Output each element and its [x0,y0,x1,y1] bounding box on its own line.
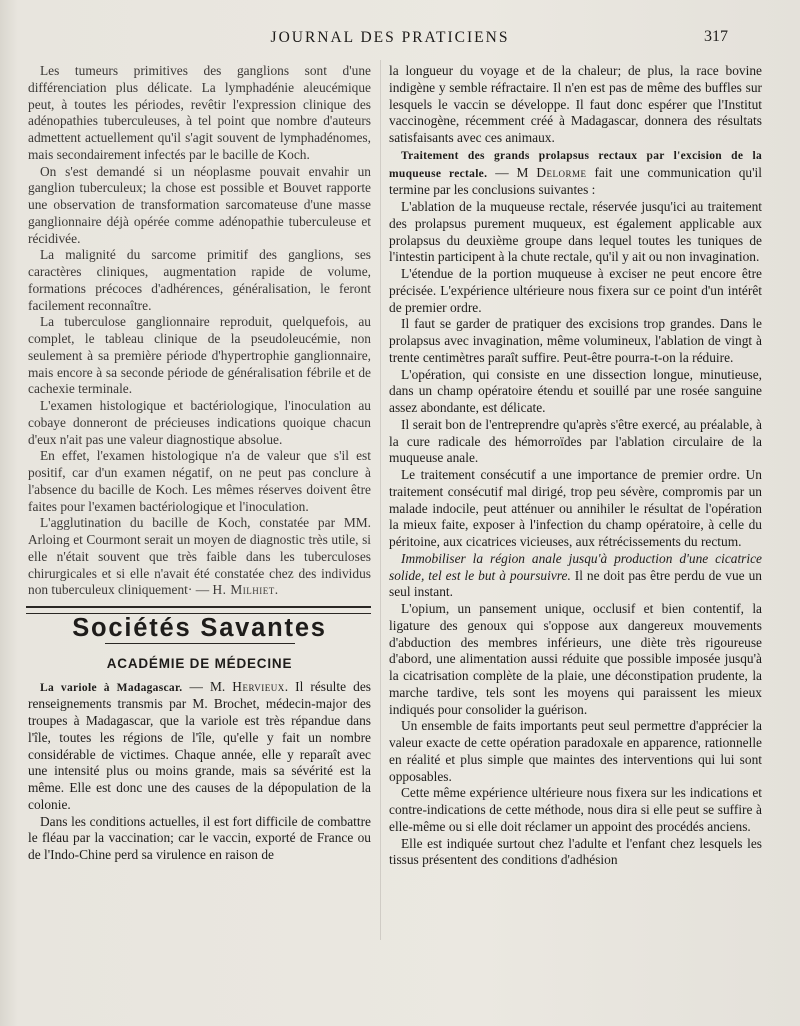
dash: — M [487,164,537,180]
speaker-name: Delorme [536,164,587,180]
paragraph: L'opium, un pansement unique, occlusif et bien contentif, la ligature des genoux qui s'oppose aux dangereux mouvements d'abduction des membres inférieurs, une diète très rigoureuse d'abord, une alimentation aussi réduite que possible imposée jusqu'à la cicatrisation complète de la plaie, une déconstipation prudente, la marche tardive, tels sont les moyens qui paraissent les mieux indiqués pour consolider la guérison. [389,601,762,717]
right-column [389,63,762,869]
paragraph: Il serait bon de l'entreprendre qu'après s'être exercé, au préalable, à la cure radicale des hémorroïdes par l'ablation circulaire de la muqueuse anale. [389,416,762,466]
paragraph [28,679,371,814]
paragraph: On s'est demandé si un néoplasme pouvait envahir un ganglion tuberculeux; la chose est possible et Bouvet rapporte une observation de transformation sarcomateuse d'une masse ganglionnaire déjà opérée comme adénopathie tuberculeuse et récidivée. [28,163,371,246]
paragraph: Cette même expérience ultérieure nous fixera sur les indications et contre-indications de cette méthode, nous dira si elle peut se suffire à elle-même ou si elle doit réclamer un appoint des procédés anciens. [389,785,762,834]
paragraph: Il faut se garder de pratiquer des excisions trop grandes. Dans le prolapsus avec invagination, même volumineux, l'ablation de vingt à trente centimètres paraît suffire. Peut-être pourra-t-on la réduire. [389,316,762,365]
speaker-name: Hervieux [232,678,285,694]
left-column [28,63,371,864]
subsection-title: ACADÉMIE DE MÉDECINE [106,655,293,671]
paragraph [389,147,762,199]
section-title: Sociétés Savantes [72,614,327,642]
title-underline [105,643,295,644]
paragraph-text: fait une communication qu'il termine par les conclusions suivantes : [389,164,762,198]
paragraph: L'examen histologique et bactériologique, l'inoculation au cobaye donneront de précieuses indications quoique chacun d'eux n'ait pas une valeur diagnostique absolue. [28,398,371,447]
paragraph: L'étendue de la portion muqueuse à exciser ne peut encore être précisée. L'expérience ultérieure nous fixera sur ce point d'un intérêt de premier ordre. [389,266,762,315]
paragraph: L'ablation de la muqueuse rectale, réservée jusqu'ici au traitement des prolapsus purement muqueux, est également applicable aux prolapsus du deuxième groupe dans lequel toutes les tuniques de l'intestin participent à la chute rectale, qu'il y ait ou non invagination. [389,199,762,265]
paragraph [28,515,371,599]
paragraph: La tuberculose ganglionnaire reproduit, quelquefois, au complet, le tableau clinique de la pseudoleucémie, non seulement à sa première période d'hypertrophie ganglionnaire, mais encore à sa seconde période de généralisation fébrile et de cachexie terminale. [28,314,371,397]
paragraph: L'opération, qui consiste en une dissection longue, minutieuse, dans un champ opératoire étendu et souillé par une rosée sanguine assez abondante, est délicate. [389,366,762,415]
page-number: 317 [704,28,728,45]
paragraph: Le traitement consécutif a une importance de premier ordre. Un traitement consécutif mal dirigé, trop peu sévère, compromis par un malade indocile, peut atténuer ou annihiler le résultat de l'opération la mieux faite, exposer à l'infection du champ opératoire, à celle du péritoine, aux cicatrices vicieuses, aux rétrécissements du rectum. [389,467,762,549]
paragraph: Un ensemble de faits importants peut seul permettre d'apprécier la valeur exacte de cette opération paradoxale en apparence, rationnelle en réalité et plus simple que maintes des interventions qui lui sont opposables. [389,718,762,784]
report-title: Traitement des grands prolapsus rectaux par l'excision de la muqueuse rectale. [389,149,762,180]
column-divider [380,60,381,940]
paragraph [389,551,762,601]
running-title: JOURNAL DES PRATICIENS [270,29,510,46]
italic-text: Immobiliser la région anale jusqu'à production d'une cicatrice solide, tel est le but à poursuivre. [389,550,762,583]
paragraph-text: Il ne doit pas être perdu de vue un seul instant. [389,567,762,600]
dash: — M. [182,678,233,694]
section-separator [26,606,371,614]
paragraph: la longueur du voyage et de la chaleur; de plus, la race bovine indigène y semble réfractaire. Il n'en est pas de même des buffles sur lesquels le vaccin se développe. Il faut donc espérer que l'Institut vaccinogène, récemment créé à Madagascar, donnera des résultats satisfaisants avec ces animaux. [389,63,762,145]
paragraph: Elle est indiquée surtout chez l'adulte et l'enfant chez lesquels les tissus présentent des conditions d'adhésion [389,835,762,868]
paragraph-text: L'agglutination du bacille de Koch, constatée par MM. Arloing et Courmont serait un moyen de diagnostic très utile, si elle n'était souvent que très faible dans les tuberculoses chirurgicales et si elle n'avait été constatée chez des individus non tuberculeux cliniquement· — [28,515,371,598]
article-author: H. Milhiet. [212,582,279,598]
paragraph: Les tumeurs primitives des ganglions sont d'une différenciation plus délicate. La lymphadénie aleucémique peut, à toutes les périodes, revêtir l'expression clinique des adénopathies tuberculeuses, à tel point que nombre d'auteurs admettent actuellement qu'il s'agit souvent de lymphadénomes, mais secondairement infectés par le bacille de Koch. [28,63,371,162]
report-title: La variole à Madagascar. [40,681,183,694]
paragraph-text: . Il résulte des renseignements transmis par M. Brochet, médecin-major des troupes à Madagascar, que la variole est très répandue dans l'île, toutes les régions de l'île, qu'elle y fait un nombre considérable de victimes. Chaque année, elle y reparaît avec une intensité plus ou moins grande, mais sa sévérité est la même. Elle est donc une des causes de la dépopulation de la colonie. [28,678,371,812]
paragraph: En effet, l'examen histologique n'a de valeur que s'il est positif, car d'un examen négatif, on ne peut pas conclure à l'absence du bacille de Koch. Les mêmes réserves doivent être faites pour l'examen bactériologique et l'inoculation. [28,448,371,514]
page-header [40,27,740,49]
paragraph: La malignité du sarcome primitif des ganglions, ses caractères cliniques, augmentation rapide de volume, formations précoces d'adhérences, généralisation, le feront facilement reconnaître. [28,247,371,313]
paragraph: Dans les conditions actuelles, il est fort difficile de combattre le fléau par la vaccination; car le vaccin, exporté de France ou de l'Indo-Chine perd sa virulence en raison de [28,813,371,862]
